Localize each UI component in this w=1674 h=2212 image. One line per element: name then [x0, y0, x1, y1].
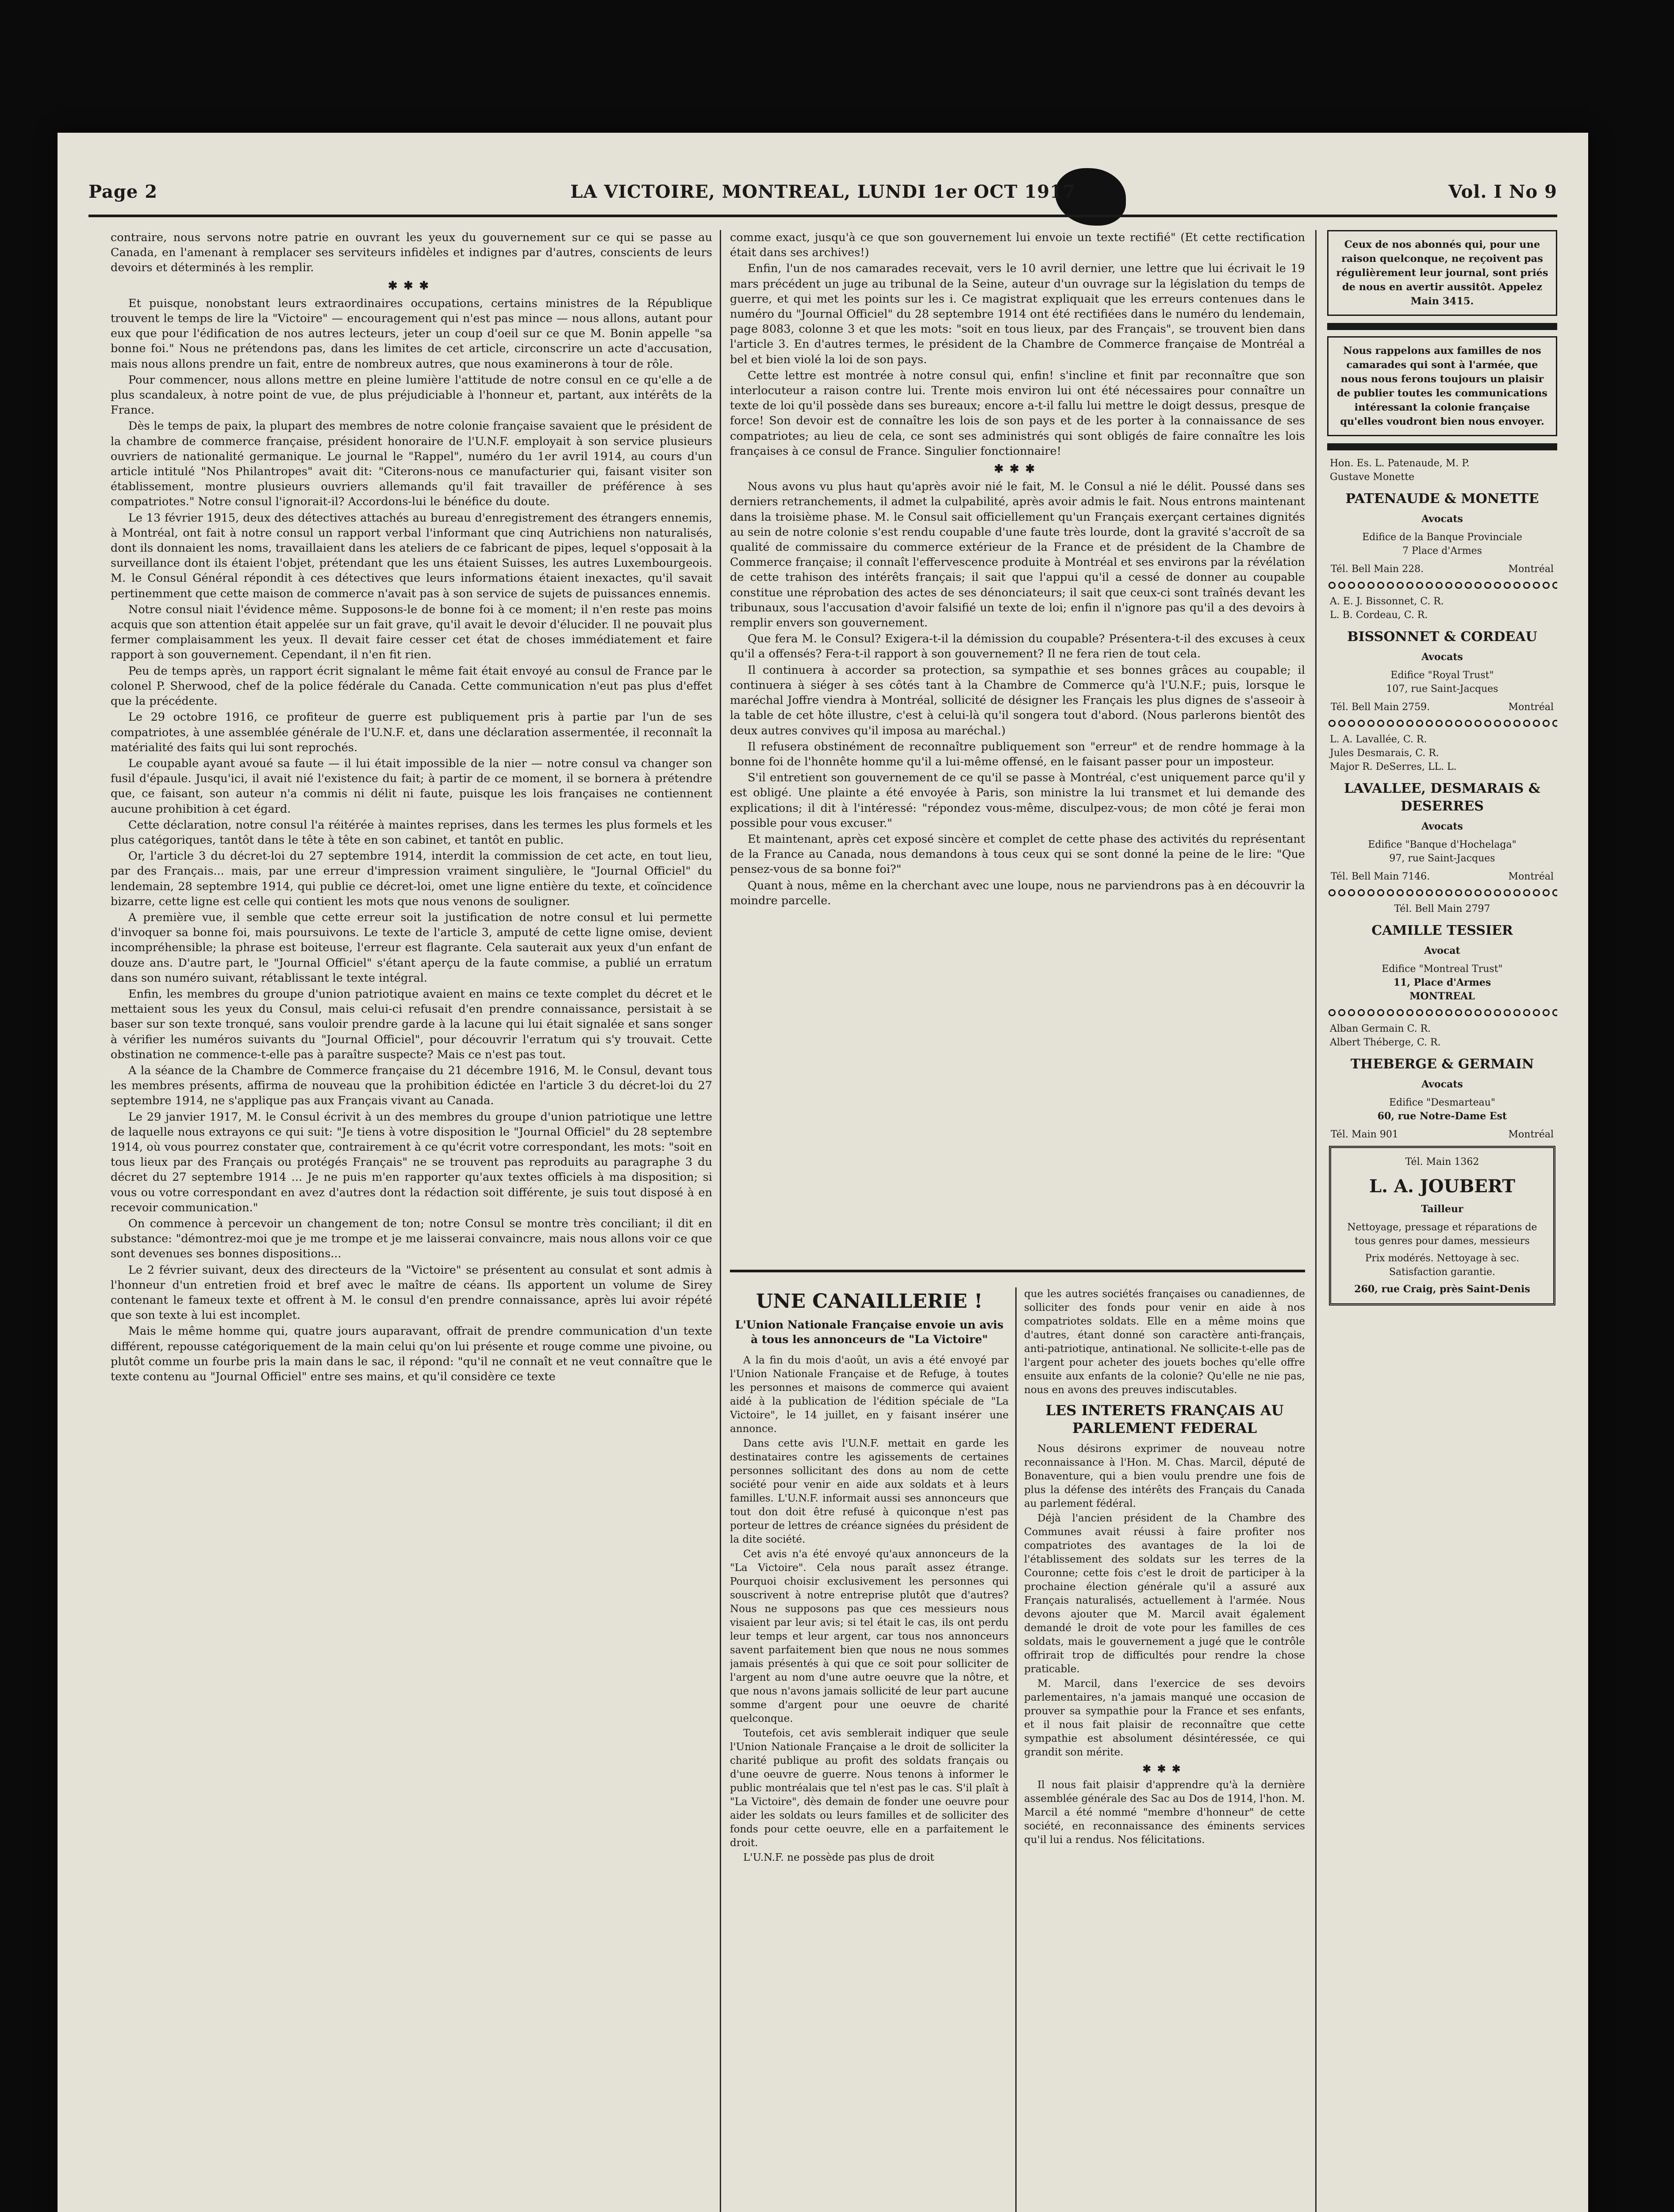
ad-partner: Major R. DeSerres, LL. L.: [1330, 761, 1457, 772]
ad-firm-name: CAMILLE TESSIER: [1371, 923, 1513, 938]
ad-role: Avocats: [1421, 1079, 1463, 1090]
ad-partner: A. E. J. Bissonnet, C. R.: [1330, 596, 1444, 607]
paragraph: Cette déclaration, notre consul l'a réitérée à maintes reprises, dans les termes les plus formels et les plus catégoriques, tantôt dans le tête à tête en son cabinet, et tantôt en public.: [111, 818, 712, 847]
ad-lavallee-desmarais: [1327, 733, 1557, 883]
ad-address: 260, rue Craig, près Saint-Denis: [1354, 1283, 1530, 1295]
page-number: Page 2: [88, 181, 158, 202]
ad-firm-name: L. A. JOUBERT: [1369, 1176, 1516, 1197]
ad-address: Edifice "Banque d'Hochelaga": [1368, 839, 1517, 850]
ad-partner: L. A. Lavallée, C. R.: [1330, 734, 1427, 745]
ad-firm-name: LAVALLEE, DESMARAIS & DESERRES: [1344, 781, 1540, 814]
notice-subscribers: Ceux de nos abonnés qui, pour une raison quelconque, ne reçoivent pas régulièrement leur journal, sont priés de nous en avertir aussitôt. Appelez Main 3415.: [1327, 230, 1557, 316]
ad-partner: Alban Germain C. R.: [1330, 1023, 1431, 1034]
paragraph: Et maintenant, après cet exposé sincère et complet de cette phase des activités du représentant de la France au Canada, nous demandons à tous ceux qui se sont donné la peine de le lire: "Que pensez-vous de sa bonne foi?": [730, 832, 1305, 876]
separator-stars: ✱✱✱: [994, 462, 1041, 476]
ad-city: Montréal: [1508, 1129, 1554, 1140]
chain-border: [1327, 1008, 1557, 1018]
paragraph: Enfin, l'un de nos camarades recevait, vers le 10 avril dernier, une lettre que lui écrivait le 19 mars précédent un juge au tribunal de la Seine, auteur d'un ouvrage sur la législation du temps de guerre, et qui met les points sur les i. Ce magistrat expliquait que les erreurs contenues dans le numéro du "Journal Officiel" du 28 septembre 1914 ont été rectifiées dans le numéro du lendemain, page 8083, colonne 3 et que les mots: "soit en tous lieux, par des Français", se trouvent bien dans l'article 3. En d'autres termes, le président de la Chambre de Commerce française de Montréal a bel et bien violé la loi de son pays.: [730, 262, 1305, 366]
ad-prices: Prix modérés. Nettoyage à sec. Satisfaction garantie.: [1365, 1253, 1520, 1278]
paragraph: L'U.N.F. ne possède pas plus de droit: [743, 1852, 934, 1863]
ad-firm-name: BISSONNET & CORDEAU: [1347, 629, 1537, 645]
paragraph: M. Marcil, dans l'exercice de ses devoirs parlementaires, n'a jamais manqué une occasion de prouver sa sympathie pour la France et ses enfants, et il nous fait plaisir de reconnaître que cette sympathie est absolument désintéressée, ce qui grandit son mérite.: [1024, 1678, 1305, 1758]
paragraph: Cette lettre est montrée à notre consul qui, enfin! s'incline et finit par reconnaître que son interlocuteur a raison contre lui. Trente mois environ lui ont été nécessaires pour connaître un texte de loi qu'il possède dans ses bureaux; encore a-t-il fallu lui mettre le doigt dessus, presque de force! Son devoir est de connaître les lois de son pays et de les porter à la connaissance de ses compatriotes; au lieu de cela, ce sont ses administrés qui sont obligés de faire connaître les lois françaises à ce consul de France. Singulier fonctionnaire!: [730, 369, 1305, 458]
paragraph: A première vue, il semble que cette erreur soit la justification de notre consul et lui permette d'invoquer sa bonne foi, mais poursuivons. Le texte de l'article 3, amputé de cette ligne omise, devient incompréhensible; la phrase est boiteuse, l'erreur est flagrante. Cela sauterait aux yeux d'un enfant de douze ans. D'autre part, le "Journal Officiel" s'étant aperçu de la faute commise, a publié un erratum dans son numéro suivant, rétablissant le texte intégral.: [111, 910, 712, 985]
ad-phone: Tél. Bell Main 2759.: [1331, 702, 1430, 713]
ad-bissonnet-cordeau: [1327, 595, 1557, 714]
volume-number: Vol. I No 9: [1448, 181, 1557, 202]
article-canaillerie: [730, 1287, 1009, 2212]
ad-address: Edifice "Desmarteau": [1389, 1097, 1495, 1108]
column-rule: [1015, 1287, 1017, 2212]
ad-partner: Hon. Es. L. Patenaude, M. P.: [1330, 458, 1470, 469]
headline: UNE CANAILLERIE !: [756, 1290, 983, 1313]
paragraph: Déjà l'ancien président de la Chambre des Communes avait réussi à faire profiter nos compatriotes des avantages de la loi de l'établissement des soldats sur les terres de la Couronne; cette fois c'est le droit de participer à la prochaine élection générale qu'il a assuré aux Français naturalisés, actuellement à l'armée. Nous devons ajouter que M. Marcil avait également demandé le droit de vote pour les familles de ces soldats, mais le gouvernement a jugé que le contrôle offrirait trop de difficultés pour rendre la chose praticable.: [1024, 1513, 1305, 1675]
article-interets: [1024, 1287, 1305, 2212]
chain-border: [1327, 888, 1557, 898]
ad-partner: Gustave Monette: [1330, 472, 1415, 483]
ad-phone: Tél. Bell Main 7146.: [1331, 871, 1430, 882]
paragraph: Mais le même homme qui, quatre jours auparavant, offrait de prendre communication d'un texte différent, repousse catégoriquement de la main celui qu'on lui présente et rouge comme une pivoine, ou plutôt comme un fourbe pris la main dans le sac, il répond: "qu'il ne connaît et ne veut connaître que le texte contenu au "Journal Officiel" entre ses mains, et qu'il considère ce texte: [111, 1325, 712, 1384]
ad-address: 97, rue Saint-Jacques: [1389, 853, 1495, 864]
divider: [1327, 443, 1557, 450]
paragraph: Que fera M. le Consul? Exigera-t-il la démission du coupable? Présentera-t-il des excuses à ceux qu'il a offensés? Fera-t-il rapport à son gouvernement? Il ne fera rien de tout cela.: [730, 632, 1305, 661]
ad-phone: Tél. Bell Main 228.: [1331, 564, 1424, 575]
article-column-2: [730, 230, 1305, 1261]
notice-families: Nous rappelons aux familles de nos camarades qui sont à l'armée, que nous nous ferons toujours un plaisir de publier toutes les communications intéressant la colonie française qu'elles voudront bien nous envoyer.: [1327, 336, 1557, 436]
paragraph: Or, l'article 3 du décret-loi du 27 septembre 1914, interdit la commission de cet acte, en tout lieu, par des Français... mais, par une erreur d'impression vraiment singulière, le "Journal Officiel" du lendemain, 28 septembre 1914, qui publie ce décret-loi, omet une ligne entière du texte, et coïncidence bizarre, cette ligne est celle qui contient les mots que nous venons de souligner.: [111, 849, 712, 908]
chain-border: [1327, 718, 1557, 728]
paragraph: Il nous fait plaisir d'apprendre qu'à la dernière assemblée générale des Sac au Dos de 1914, l'hon. M. Marcil a été nommé "membre d'honneur" de cette société, en reconnaissance des éminents services qu'il lui a rendus. Nos félicitations.: [1024, 1779, 1305, 1846]
ad-address: 7 Place d'Armes: [1402, 545, 1482, 557]
ad-address: Edifice "Royal Trust": [1390, 670, 1494, 681]
ad-role: Avocats: [1421, 651, 1463, 663]
ad-phone: Tél. Main 1362: [1405, 1156, 1479, 1167]
divider: [1327, 323, 1557, 330]
ad-firm-name: THEBERGE & GERMAIN: [1350, 1056, 1534, 1072]
separator-stars: ✱✱✱: [1142, 1763, 1187, 1775]
ad-firm-name: PATENAUDE & MONETTE: [1345, 491, 1539, 507]
paragraph: Enfin, les membres du groupe d'union patriotique avaient en mains ce texte complet du décret et le mettaient sous les yeux du Consul, mais celui-ci refusait d'en prendre connaissance, persistait à se baser sur son texte tronqué, sans vouloir prendre garde à la lacune qui lui était signalée et sans songer à vérifier les numéros suivants du "Journal Officiel", pour découvrir l'erratum qui s'y trouvait. Cette obstination ne commence-t-elle pas à paraître suspecte? Mais ce n'est pas tout.: [111, 987, 712, 1061]
paragraph: Nous avons vu plus haut qu'après avoir nié le fait, M. le Consul a nié le délit. Poussé dans ses derniers retranchements, il admet la culpabilité, après avoir admis le fait. Nous entrons maintenant dans la troisième phase. M. le Consul sait officiellement qu'un Français exerçant certaines dignités au sein de notre colonie s'est rendu coupable d'une faute très lourde, dont la gravité s'accroît de sa qualité de commissaire du commerce extérieur de la France et de président de la Chambre de Commerce française; il connaît l'effervescence produite à Montréal et ses environs par la révélation de cette trahison des intérêts français; il sait que l'appui qu'il a cessé de donner au coupable constitue une réprobation des actes de ses dénonciateurs; il sait que ceux-ci sont traînés devant les tribunaux, sous l'accusation d'avoir falsifié un texte de loi; enfin il n'ignore pas qu'il a des devoirs à remplir envers son gouvernement.: [730, 480, 1305, 630]
separator-stars: ✱✱✱: [388, 279, 435, 292]
ad-services: Nettoyage, pressage et réparations de tous genres pour dames, messieurs: [1347, 1222, 1537, 1247]
masthead-line: LA VICTOIRE, MONTREAL, LUNDI 1er OCT 1917: [570, 181, 1075, 202]
paragraph: comme exact, jusqu'à ce que son gouvernement lui envoie un texte rectifié" (Et cette rectification était dans ses archives!): [730, 231, 1305, 260]
article-column-1: [111, 230, 712, 2212]
paragraph: Il continuera à accorder sa protection, sa sympathie et ses bonnes grâces au coupable; il continuera à siéger à ses côtés tant à la Chambre de Commerce qu'à l'U.N.F.; puis, lorsque le maréchal Joffre viendra à Montréal, sollicité de désigner les Français les plus dignes de s'asseoir à la table de cet hôte illustre, c'est à celui-là qu'il songera tout d'abord. (Nous parlerons bientôt des deux autres convives qu'il imposa au maréchal.): [730, 663, 1305, 737]
paragraph: Nous désirons exprimer de nouveau notre reconnaissance à l'Hon. M. Chas. Marcil, député de Bonaventure, qui a bien voulu prendre une fois de plus la défense des intérêts des Français du Canada au parlement fédéral.: [1024, 1443, 1305, 1509]
deck: L'Union Nationale Française envoie un avis à tous les annonceurs de "La Victoire": [735, 1318, 1004, 1346]
newspaper-page: [58, 133, 1588, 2212]
chain-border: [1327, 580, 1557, 590]
ad-role: Avocat: [1424, 945, 1460, 956]
paragraph: Le 29 janvier 1917, M. le Consul écrivit à un des membres du groupe d'union patriotique une lettre de laquelle nous extrayons ce qui suit: "Je tiens à votre disposition le "Journal Officiel" du 28 septembre 1914, où vous pourrez constater que, contrairement à ce qu'écrit votre correspondant, les mots: "soit en tous lieux par des Français ou protégés Français" ne se trouvent pas reproduits au paragraphe 3 du décret du 27 septembre 1914 ... Je ne puis m'en rapporter qu'aux textes officiels à ma disposition; si vous ou votre correspondant en avez d'autres dont la rédaction soit différente, je suis tout disposé à en recevoir communication.": [111, 1110, 712, 1214]
ad-partner: Albert Théberge, C. R.: [1330, 1037, 1441, 1048]
ad-city: Montréal: [1508, 564, 1554, 575]
paragraph: Le 2 février suivant, deux des directeurs de la "Victoire" se présentent au consulat et sont admis à l'honneur d'un entretien froid et bref avec le maître de céans. Ils apportent un volume de Sirey contenant le fameux texte et offrent à M. le consul d'en prendre connaissance, après lui avoir répété que son texte à lui est incomplet.: [111, 1263, 712, 1322]
paragraph: Quant à nous, même en la cherchant avec une loupe, nous ne parviendrons pas à en découvrir la moindre parcelle.: [730, 879, 1305, 907]
ad-address: Edifice "Montreal Trust": [1382, 964, 1503, 975]
paragraph: S'il entretient son gouvernement de ce qu'il se passe à Montréal, c'est uniquement parce qu'il y est obligé. Une plainte a été envoyée à Paris, son ministre la lui transmet et lui demande des explications; il dit à l'intéressé: "répondez vous-même, disculpez-vous; de mon côté je ferai mon possible pour vous excuser.": [730, 771, 1305, 830]
paragraph: Pour commencer, nous allons mettre en pleine lumière l'attitude de notre consul en ce qu'elle a de plus scandaleux, à notre point de vue, de plus préjudiciable à l'honneur et, partant, aux intérêts de la France.: [111, 373, 712, 417]
ad-phone: Tél. Bell Main 2797: [1394, 903, 1490, 914]
paragraph: Cet avis n'a été envoyé qu'aux annonceurs de la "La Victoire". Cela nous paraît assez étrange. Pourquoi choisir exclusivement les personnes qui souscrivent à notre entreprise plutôt que d'autres? Nous ne supposons pas que ces messieurs nous visaient par leur avis; si tel était le cas, ils ont perdu leur temps et leur argent, car tous nos annonceurs savent parfaitement bien que nous ne nous sommes jamais présentés à qui que ce soit pour solliciter de l'argent au nom d'une autre oeuvre que la nôtre, et que nous n'avons jamais sollicité de leur part aucune somme d'argent pour une oeuvre de charité quelconque.: [730, 1548, 1009, 1724]
paragraph: Dès le temps de paix, la plupart des membres de notre colonie française savaient que le président de la chambre de commerce française, président honoraire de l'U.N.F. employait à son service plusieurs ouvriers de nationalité germanique. Le journal le "Rappel", numéro du 1er avril 1914, au cours d'un article intitulé "Nos Philantropes" avait dit: "Citerons-nous ce manufacturier qui, faisant visiter son établissement, montre plusieurs ouvriers allemands qu'il fait travailler de préférence à ses compatriotes." Notre consul l'ignorait-il? Accordons-lui le bénéfice du doute.: [111, 419, 712, 509]
header-rule: [88, 215, 1557, 217]
ad-city: MONTREAL: [1409, 991, 1475, 1002]
ad-address: 11, Place d'Armes: [1393, 977, 1491, 988]
column-rule: [720, 230, 721, 2212]
advertisement-column: [1327, 230, 1557, 2212]
paragraph: Notre consul niait l'évidence même. Supposons-le de bonne foi à ce moment; il n'en reste pas moins acquis que son attention était appelée sur un fait grave, qu'il avait le devoir d'élucider. Il ne pouvait plus fermer complaisamment les yeux. Il devait faire cesser cet état de choses immédiatement et faire rapport à son gouvernement. Cependant, il n'en fit rien.: [111, 603, 712, 662]
headline: LES INTERETS FRANÇAIS AU PARLEMENT FEDERAL: [1045, 1402, 1284, 1436]
paragraph: Le 29 octobre 1916, ce profiteur de guerre est publiquement pris à partie par l'un de ses compatriotes, à une assemblée générale de l'U.N.F. et, dans une déclaration assermentée, il reconnaît la matérialité des faits qui lui sont reprochés.: [111, 710, 712, 754]
ad-patenaude-monette: [1327, 457, 1557, 576]
ad-phone: Tél. Main 901: [1331, 1129, 1398, 1140]
running-header: [88, 181, 1557, 208]
paragraph: Le 13 février 1915, deux des détectives attachés au bureau d'enregistrement des étrangers ennemis, à Montréal, ont fait à notre consul un rapport verbal l'informant que cinq Autrichiens non naturalisés, dont ils donnaient les noms, travaillaient dans les ateliers de ce fabricant de pipes, lequel s'opposait à la surveillance dont ils étaient l'objet, prétendant que les uns étaient Suisses, les autres Luxembourgeois. M. le Consul Général répondit à ces détectives que leurs informations étaient inexactes, qu'il savait pertinemment que cette maison de commerce n'avait pas à son service de sujets de puissances ennemis.: [111, 511, 712, 600]
ad-role: Avocats: [1421, 513, 1463, 525]
paragraph: Et puisque, nonobstant leurs extraordinaires occupations, certains ministres de la République trouvent le temps de lire la "Victoire" — encouragement qui n'est pas mince — nous allons, autant pour eux que pour l'édification de nos autres lecteurs, jeter un coup d'oeil sur ce que M. Bonin appelle "sa bonne foi." Nous ne prétendons pas, dans les limites de cet article, circonscrire un acte d'accusation, mais nous allons prendre un fait, entre de nombreux autres, que nous examinerons à tour de rôle.: [111, 296, 712, 371]
paragraph: Il refusera obstinément de reconnaître publiquement son "erreur" et de rendre hommage à la bonne foi de l'honnête homme qu'il a lui-même offensé, en le faisant passer pour un imposteur.: [730, 740, 1305, 768]
column-rule: [1315, 230, 1317, 2212]
paragraph: que les autres sociétés françaises ou canadiennes, de solliciter des fonds pour venir en aide à nos compatriotes soldats. Elle en a même moins que d'autres, étant donné son caractère anti-français, anti-patriotique, antinational. Ne sollicite-t-elle pas de l'argent pour acheter des jouets boches qu'elle offre ensuite aux enfants de la colonie? Qu'elle ne nie pas, nous en avons des preuves indiscutables.: [1024, 1288, 1305, 1396]
paragraph: A la fin du mois d'août, un avis a été envoyé par l'Union Nationale Française et de Refuge, à toutes les personnes et maisons de commerce qui avaient aidé à la publication de l'édition spéciale de "La Victoire", le 14 juillet, en y faisant insérer une annonce.: [730, 1355, 1009, 1435]
ad-city: Montréal: [1508, 702, 1554, 713]
ad-partner: Jules Desmarais, C. R.: [1330, 748, 1439, 759]
paragraph: On commence à percevoir un changement de ton; notre Consul se montre très conciliant; il dit en substance: "démontrez-moi que je me trompe et je me laisserai convaincre, mais nous allons voir ce que sont devenues ses bonnes dispositions...: [111, 1217, 712, 1261]
section-rule: [730, 1270, 1305, 1272]
ad-city: Montréal: [1508, 871, 1554, 882]
paragraph: A la séance de la Chambre de Commerce française du 21 décembre 1916, M. le Consul, devant tous les membres présents, affirma de nouveau que la prohibition édictée en l'article 3 du décret-loi du 27 septembre 1914, ne s'applique pas aux Français vivant au Canada.: [111, 1064, 712, 1108]
paragraph: Dans cette avis l'U.N.F. mettait en garde les destinataires contre les agissements de certaines personnes sollicitant des dons au nom de cette société pour venir en aide aux soldats et à leurs familles. L'U.N.F. informait aussi ses annonceurs que tout don doit être refusé à quiconque n'est pas porteur de lettres de créance signées du président de la dite société.: [730, 1438, 1009, 1545]
ad-address: Edifice de la Banque Provinciale: [1362, 532, 1522, 543]
paragraph: Le coupable ayant avoué sa faute — il lui était impossible de la nier — notre consul va changer son fusil d'épaule. Jusqu'ici, il avait nié l'existence du fait; à partir de ce moment, il se bornera à prétendre que, ce faisant, son auteur n'a commis ni délit ni faute, puisque les lois françaises ne contiennent aucune prohibition à cet égard.: [111, 757, 712, 816]
paragraph: Toutefois, cet avis semblerait indiquer que seule l'Union Nationale Française a le droit de solliciter la charité publique au profit des soldats français ou d'une oeuvre de guerre. Nous tenons à informer le public montréalais que tel n'est pas le cas. S'il plaît à "La Victoire", dès demain de fonder une oeuvre pour aider les soldats ou leurs familles et de solliciter des fonds pour cette oeuvre, elle en a parfaitement le droit.: [730, 1728, 1009, 1849]
ad-camille-tessier: [1327, 902, 1557, 1003]
paragraph: Peu de temps après, un rapport écrit signalant le même fait était envoyé au consul de France par le colonel P. Sherwood, chef de la police fédérale du Canada. Cette communication n'eut pas plus d'effet que la précédente.: [111, 664, 712, 708]
ad-address: 60, rue Notre-Dame Est: [1377, 1110, 1507, 1122]
ad-address: 107, rue Saint-Jacques: [1386, 684, 1498, 695]
ad-theberge-germain: [1327, 1022, 1557, 1141]
paragraph: contraire, nous servons notre patrie en ouvrant les yeux du gouvernement sur ce qui se passe au Canada, en l'amenant à remplacer ses serviteurs infidèles et indignes par d'autres, conscients de leurs devoirs et déterminés à les remplir.: [111, 231, 712, 275]
ad-role: Avocats: [1421, 821, 1463, 832]
ad-role: Tailleur: [1421, 1203, 1463, 1215]
ad-joubert: [1329, 1146, 1555, 1306]
ad-partner: L. B. Cordeau, C. R.: [1330, 610, 1428, 621]
